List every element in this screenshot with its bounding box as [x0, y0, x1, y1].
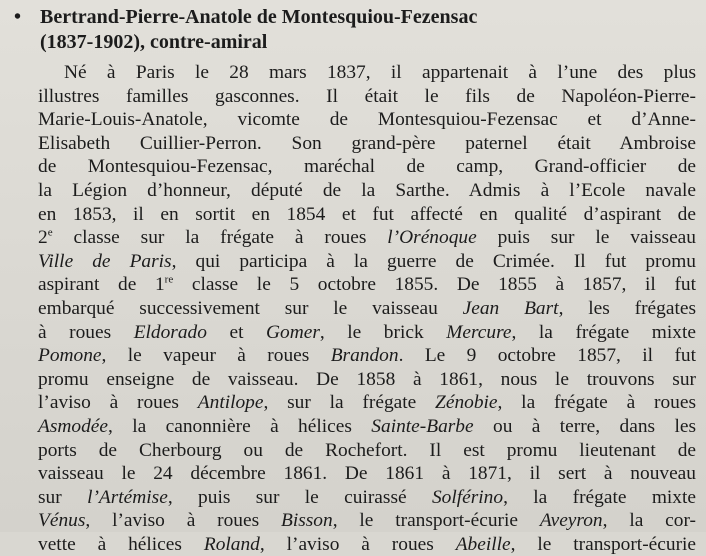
ship-name: Vénus	[38, 510, 86, 532]
ship-name: Aveyron	[539, 510, 603, 532]
text-line: Elisabeth Cuillier-Perron. Son grand-père paternel était Ambroise	[38, 132, 696, 154]
ship-name: Bisson	[280, 510, 333, 532]
text-run: , l’aviso à roues	[85, 510, 281, 532]
text-line: vaisseau le 24 décembre 1861. De 1861 à 1871, il sert à nouveau	[38, 463, 696, 485]
text-run: , qui participa à la guerre de Crimée. Il fut promu	[171, 250, 696, 272]
text-run: et	[206, 321, 267, 343]
text-run: à roues	[38, 321, 134, 343]
heading-dates-title: (1837-1902), contre-amiral	[40, 31, 268, 53]
ship-name: Ville de Paris	[38, 250, 172, 272]
text-line	[38, 297, 696, 321]
ship-name: Zénobie	[435, 392, 498, 414]
text-run: , la cor-	[602, 510, 696, 532]
ship-name: Gomer	[266, 321, 320, 343]
heading-name: Bertrand-Pierre-Anatole de Montesquiou-Fezensac	[40, 6, 478, 28]
text-run: , la frégate à roues	[497, 392, 696, 414]
text-line	[38, 391, 696, 415]
text-line: promu enseigne de vaisseau. De 1858 à 1861, nous le trouvons sur	[38, 368, 696, 390]
ship-name: Abeille	[455, 533, 511, 555]
ship-name: Mercure	[446, 321, 512, 343]
text-run: sur	[38, 486, 88, 508]
text-line	[38, 415, 696, 439]
text-run: puis sur le vaisseau	[476, 227, 696, 249]
text-run: , la canonnière à hélices	[108, 415, 372, 437]
text-run: vette à hélices	[38, 533, 204, 555]
text-line: Né à Paris le 28 mars 1837, il appartenait à l’une des plus	[64, 62, 696, 83]
text-run: , sur la frégate	[263, 392, 436, 414]
text-run: , les frégates	[558, 297, 696, 319]
entry-body	[38, 61, 696, 556]
superscript: e	[47, 226, 53, 239]
ship-name: Antilope	[197, 392, 264, 414]
ship-name: Brandon	[330, 345, 399, 367]
ship-name: Eldorado	[133, 321, 207, 343]
entry-heading	[14, 5, 700, 55]
text-line	[38, 486, 696, 510]
text-line	[38, 509, 696, 533]
text-line	[38, 273, 696, 297]
text-run: , le transport-écurie	[332, 510, 540, 532]
text-run: , le brick	[319, 321, 447, 343]
ship-name: Pomone	[38, 345, 102, 367]
text-line: en 1853, il en sortit en 1854 et fut affecté en qualité d’aspirant de	[38, 203, 696, 225]
text-run: 2	[38, 227, 48, 249]
text-run: , le transport-écurie	[510, 533, 697, 555]
ship-name: Jean Bart	[462, 297, 559, 319]
text-run: . Le 9 octobre 1857, il fut	[398, 345, 696, 367]
text-run: aspirant de 1	[38, 274, 165, 296]
text-line: la Légion d’honneur, député de la Sarthe. Admis à l’Ecole navale	[38, 179, 696, 201]
superscript: re	[164, 273, 174, 286]
text-run: classe sur la frégate à roues	[52, 227, 388, 249]
text-line: Marie-Louis-Anatole, vicomte de Montesquiou-Fezensac et d’Anne-	[38, 109, 696, 131]
text-run: l’aviso à roues	[38, 392, 198, 414]
text-line	[38, 250, 696, 274]
text-line	[38, 344, 696, 368]
text-run: classe le 5 octobre 1855. De 1855 à 1857, il fut	[173, 274, 696, 296]
text-line: illustres familles gasconnes. Il était le fils de Napoléon-Pierre-	[38, 85, 696, 107]
ship-name: l’Orénoque	[387, 227, 477, 249]
text-run: ou à terre, dans les	[473, 415, 697, 437]
text-line: de Montesquiou-Fezensac, maréchal de camp, Grand-officier de	[38, 156, 696, 178]
text-line: ports de Cherbourg ou de Rochefort. Il est promu lieutenant de	[38, 439, 696, 461]
text-run: , puis sur le cuirassé	[167, 486, 432, 508]
ship-name: Sainte-Barbe	[371, 415, 474, 437]
ship-name: Solférino	[431, 486, 504, 508]
text-run: , le vapeur à roues	[101, 345, 331, 367]
ship-name: l’Artémise	[87, 486, 168, 508]
bullet-icon: •	[14, 6, 22, 28]
ship-name: Roland	[203, 533, 260, 555]
text-line	[38, 321, 696, 345]
text-line	[38, 533, 696, 556]
text-run: embarqué successivement sur le vaisseau	[38, 297, 463, 319]
text-run: , l’aviso à roues	[259, 533, 456, 555]
ship-name: Asmodée	[38, 415, 108, 437]
text-run: , la frégate mixte	[503, 486, 696, 508]
text-run: , la frégate mixte	[511, 321, 696, 343]
text-line	[38, 226, 696, 250]
